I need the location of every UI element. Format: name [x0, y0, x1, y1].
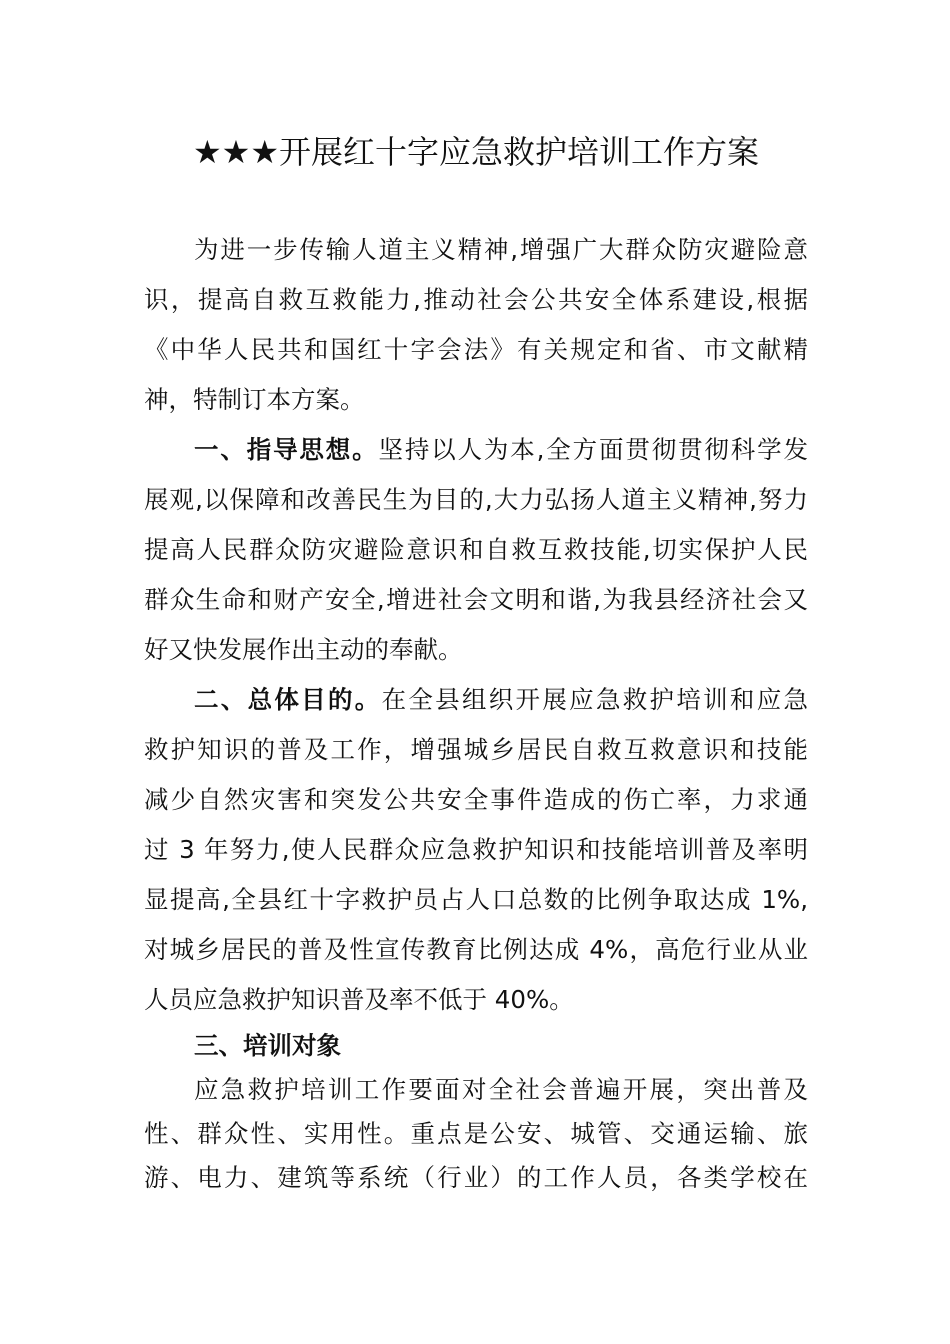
- line-text: 对城乡居民的普及性宣传教育比例达成 4%，高危行业从业: [144, 935, 808, 964]
- section-line: [194, 1028, 808, 1064]
- paragraph-line: [194, 1072, 808, 1108]
- line-text: 救护知识的普及工作，增强城乡居民自救互救意识和技能: [144, 735, 808, 764]
- paragraph-line: [144, 532, 808, 568]
- paragraph-line: [144, 382, 808, 418]
- line-text: 性、群众性、实用性。重点是公安、城管、交通运输、旅: [144, 1119, 808, 1148]
- section-line: [194, 682, 808, 718]
- line-text: 《中华人民共和国红十字会法》有关规定和省、市文献精: [144, 335, 808, 364]
- line-text: 展观,以保障和改善民生为目的,大力弘扬人道主义精神,努力: [144, 485, 808, 514]
- line-text: 减少自然灾害和突发公共安全事件造成的伤亡率，力求通: [144, 785, 808, 814]
- section-heading: 二、总体目的。: [194, 685, 382, 714]
- paragraph-line: [144, 582, 808, 618]
- section-heading: 一、指导思想。: [194, 435, 379, 464]
- paragraph-line: [144, 282, 808, 318]
- paragraph-line: [144, 982, 808, 1018]
- paragraph-line: [194, 232, 808, 268]
- section-heading: 三、培训对象: [194, 1031, 341, 1060]
- line-text: 识，提高自救互救能力,推动社会公共安全体系建设,根据: [144, 285, 808, 314]
- line-text: 神，特制订本方案。: [144, 385, 365, 414]
- paragraph-line: [144, 832, 808, 868]
- line-text: 好又快发展作出主动的奉献。: [144, 635, 463, 664]
- section-line: [194, 432, 808, 468]
- paragraph-line: [144, 882, 808, 918]
- paragraph-line: [144, 1116, 808, 1152]
- paragraph-line: [144, 332, 808, 368]
- line-text: 应急救护培训工作要面对全社会普遍开展，突出普及: [194, 1075, 808, 1104]
- paragraph-line: [144, 632, 808, 668]
- line-text: 为进一步传输人道主义精神,增强广大群众防灾避险意: [194, 235, 808, 264]
- paragraph-line: [144, 782, 808, 818]
- paragraph-line: [144, 482, 808, 518]
- paragraph-line: [144, 1160, 808, 1196]
- line-text: 过 3 年努力,使人民群众应急救护知识和技能培训普及率明: [144, 835, 808, 864]
- line-text: 群众生命和财产安全,增进社会文明和谐,为我县经济社会又: [144, 585, 808, 614]
- line-text: 在全县组织开展应急救护培训和应急: [381, 685, 809, 714]
- line-text: 人员应急救护知识普及率不低于 40%。: [144, 985, 574, 1014]
- line-text: 提高人民群众防灾避险意识和自救互救技能,切实保护人民: [144, 535, 808, 564]
- line-text: 显提高,全县红十字救护员占人口总数的比例争取达成 1%,: [144, 885, 808, 914]
- paragraph-line: [144, 932, 808, 968]
- line-text: 游、电力、建筑等系统（行业）的工作人员，各类学校在: [144, 1163, 808, 1192]
- line-text: 坚持以人为本,全方面贯彻贯彻科学发: [378, 435, 808, 464]
- paragraph-line: [144, 732, 808, 768]
- document-title: ★★★开展红十字应急救护培训工作方案: [192, 133, 760, 171]
